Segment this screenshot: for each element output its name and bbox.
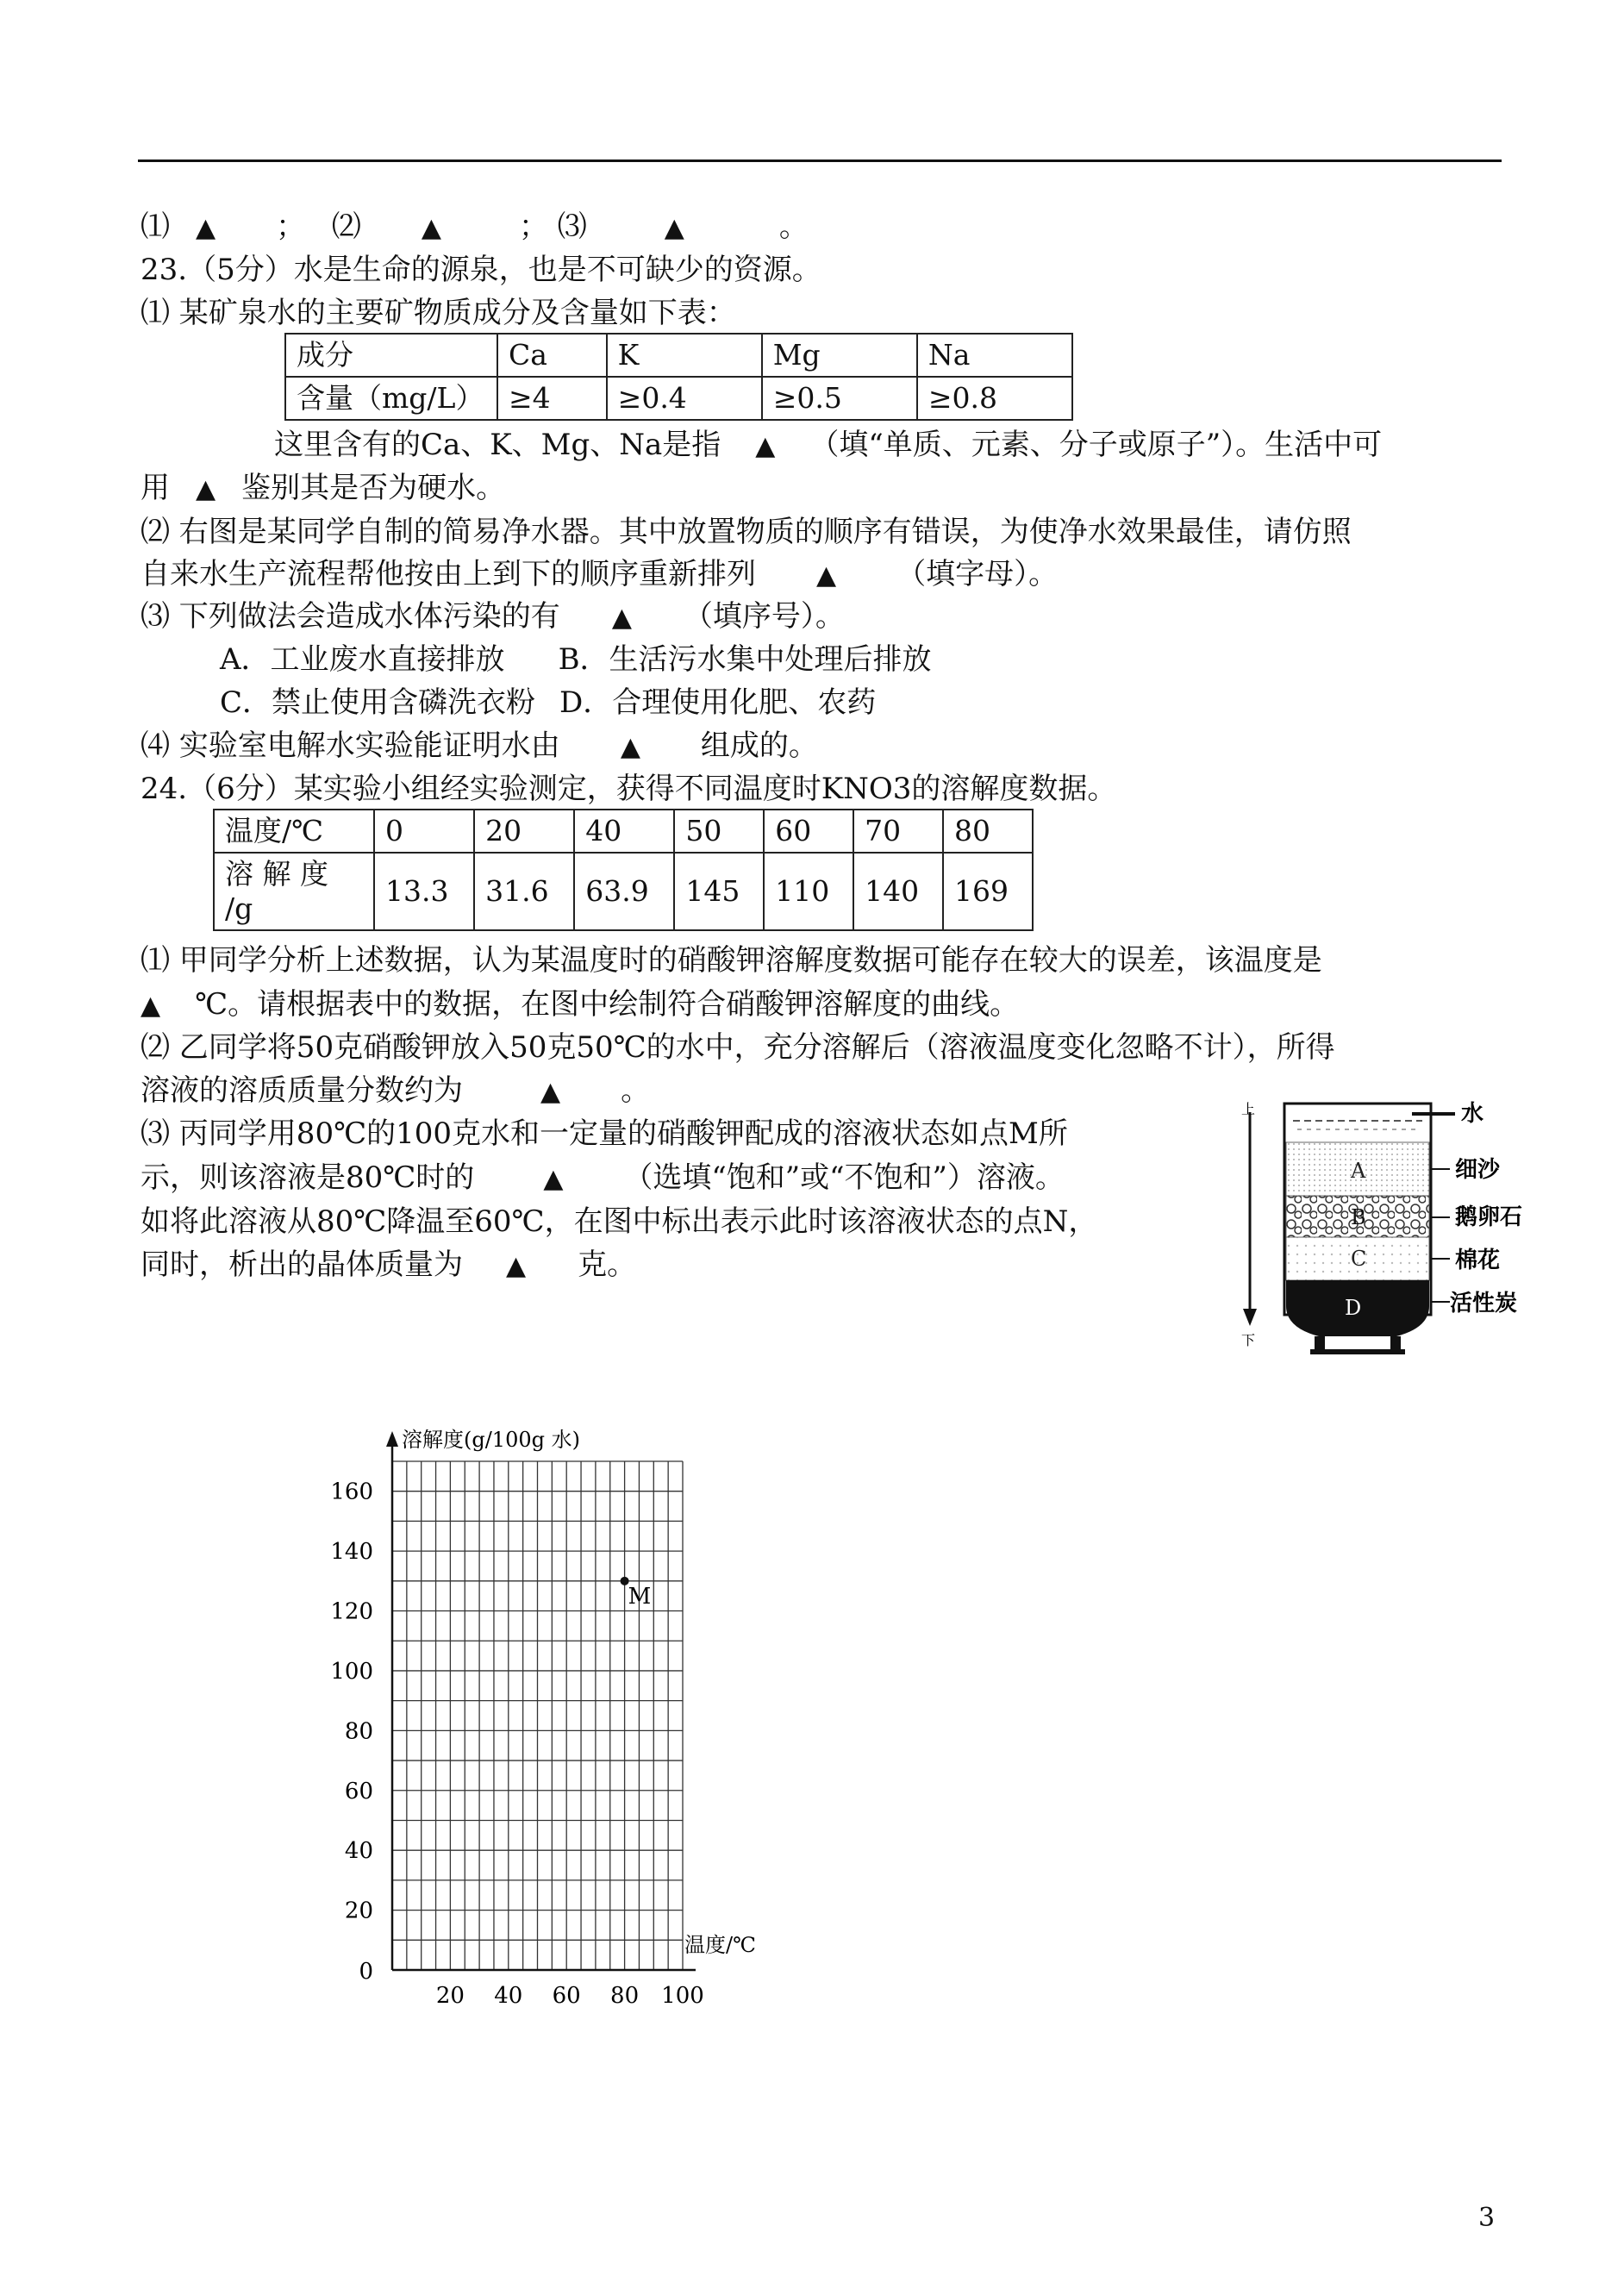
table-cell: 80 xyxy=(943,810,1033,853)
layer-a-label: A xyxy=(1351,1159,1366,1183)
table-cell: 140 xyxy=(853,853,943,930)
q23-mineral-table xyxy=(284,333,1073,421)
table-cell: ≥0.8 xyxy=(917,377,1072,420)
header-rule xyxy=(138,159,1502,162)
table-cell: ≥4 xyxy=(497,377,607,420)
q23-p2a: ⑵ 右图是某同学自制的简易净水器。其中放置物质的顺序有错误，为使净水效果最佳，请仿照 xyxy=(141,515,1352,549)
water-filter-diagram xyxy=(1224,1095,1534,1405)
y-tick-label: 100 xyxy=(330,1658,373,1685)
table-cell: 110 xyxy=(764,853,853,930)
table-cell: 60 xyxy=(764,810,853,853)
q24-title: 24.（6分）某实验小组经实验测定，获得不同温度时KNO3的溶解度数据。 xyxy=(141,772,1117,806)
q24-p1a: ⑴ 甲同学分析上述数据，认为某温度时的硝酸钾溶解度数据可能存在较大的误差，该温度是 xyxy=(141,943,1322,978)
table-cell: 40 xyxy=(574,810,674,853)
q23-p3: ⑶ 下列做法会造成水体污染的有 ▲ （填序号）。 xyxy=(141,599,845,634)
x-tick-label: 60 xyxy=(552,1983,581,2009)
layer-c-label: C xyxy=(1351,1247,1367,1271)
solubility-chart xyxy=(319,1414,802,2017)
table-header: Ca xyxy=(497,334,607,377)
q22-answer-line: ⑴ ▲ ； ⑵ ▲ ； ⑶ ▲ 。 xyxy=(141,209,809,244)
arrow-top-label: 上 xyxy=(1241,1101,1256,1117)
label-water: 水 xyxy=(1461,1101,1484,1127)
table-header: Na xyxy=(917,334,1072,377)
layer-b-label: B xyxy=(1351,1205,1366,1229)
table-cell: 70 xyxy=(853,810,943,853)
q24-p1b: ▲ ℃。请根据表中的数据，在图中绘制符合硝酸钾溶解度的曲线。 xyxy=(141,987,1020,1022)
y-tick-label: 20 xyxy=(344,1898,373,1924)
q24-solubility-table xyxy=(213,809,1034,931)
x-tick-label: 20 xyxy=(435,1983,465,2009)
chart-ticks xyxy=(330,1479,703,2009)
label-cotton: 棉花 xyxy=(1455,1248,1501,1273)
x-tick-label: 40 xyxy=(494,1983,523,2009)
q24-p3e: 同时，析出的晶体质量为 ▲ 克。 xyxy=(141,1248,637,1282)
q23-p1-text: 这里含有的Ca、K、Mg、Na是指 ▲ （填“单质、元素、分子或原子”）。生活中可 xyxy=(274,428,1383,462)
y-tick-label: 40 xyxy=(344,1838,373,1865)
sol-label-b: /g xyxy=(225,891,253,925)
table-header: 温度/℃ xyxy=(214,810,374,853)
y-tick-label: 60 xyxy=(344,1778,373,1804)
chart-xlabel: 温度/℃ xyxy=(684,1933,756,1957)
q24-p3b: 示，则该溶液是80℃时的 ▲ （选填“饱和”或“不饱和”）溶液。 xyxy=(141,1160,1065,1195)
chart-ylabel: 溶解度(g/100g 水) xyxy=(402,1428,580,1452)
table-cell: 169 xyxy=(943,853,1033,930)
label-pebble: 鹅卵石 xyxy=(1455,1204,1523,1230)
table-cell: 0 xyxy=(374,810,474,853)
table-cell: 63.9 xyxy=(574,853,674,930)
y-tick-label: 140 xyxy=(330,1539,373,1566)
y-tick-label: 120 xyxy=(330,1598,373,1625)
x-tick-label: 100 xyxy=(661,1983,704,2009)
origin-label: 0 xyxy=(359,1959,373,1985)
arrow-bottom-label: 下 xyxy=(1241,1332,1256,1348)
table-header: Mg xyxy=(762,334,917,377)
table-cell: ≥0.5 xyxy=(762,377,917,420)
chart-grid xyxy=(392,1461,683,1970)
q24-p2b: 溶液的溶质质量分数约为 ▲ 。 xyxy=(141,1073,651,1108)
q23-p1-text2: 用 ▲ 鉴别其是否为硬水。 xyxy=(141,471,506,505)
table-cell: 50 xyxy=(674,810,764,853)
q23-p2b: 自来水生产流程帮他按由上到下的顺序重新排列 ▲ （填字母）。 xyxy=(141,557,1059,591)
table-header: K xyxy=(607,334,762,377)
table-cell: 20 xyxy=(474,810,574,853)
q24-p3d: 如将此溶液从80℃降温至60℃，在图中标出表示此时该溶液状态的点N， xyxy=(141,1204,1098,1239)
q24-p2a: ⑵ 乙同学将50克硝酸钾放入50克50℃的水中，充分溶解后（溶液温度变化忽略不计），所得 xyxy=(141,1030,1335,1065)
q24-p3a: ⑶ 丙同学用80℃的100克水和一定量的硝酸钾配成的溶液状态如点M所 xyxy=(141,1116,1068,1151)
x-tick-label: 80 xyxy=(610,1983,640,2009)
q23-options-cd: C．禁止使用含磷洗衣粉 D．合理使用化肥、农药 xyxy=(220,685,877,720)
q23-title: 23.（5分）水是生命的源泉，也是不可缺少的资源。 xyxy=(141,253,821,287)
table-cell: ≥0.4 xyxy=(607,377,762,420)
label-sand: 细沙 xyxy=(1455,1157,1501,1183)
table-cell: 含量（mg/L） xyxy=(285,377,497,420)
table-header: 成分 xyxy=(285,334,497,377)
table-header xyxy=(214,853,374,930)
page-number: 3 xyxy=(1478,2203,1496,2233)
q23-p1: ⑴ 某矿泉水的主要矿物质成分及含量如下表： xyxy=(141,296,736,330)
point-label: M xyxy=(628,1583,652,1610)
y-tick-label: 80 xyxy=(344,1718,373,1745)
label-carbon: 活性炭 xyxy=(1450,1291,1518,1316)
sol-label-a: 溶 解 度 xyxy=(225,857,328,891)
q23-options-ab: A．工业废水直接排放 B．生活污水集中处理后排放 xyxy=(220,642,932,677)
y-tick-label: 160 xyxy=(330,1479,373,1505)
layer-d-label: D xyxy=(1345,1296,1362,1320)
y-axis-arrow xyxy=(386,1431,398,1447)
q23-p4: ⑷ 实验室电解水实验能证明水由 ▲ 组成的。 xyxy=(141,729,818,763)
table-cell: 13.3 xyxy=(374,853,474,930)
table-cell: 31.6 xyxy=(474,853,574,930)
table-cell: 145 xyxy=(674,853,764,930)
